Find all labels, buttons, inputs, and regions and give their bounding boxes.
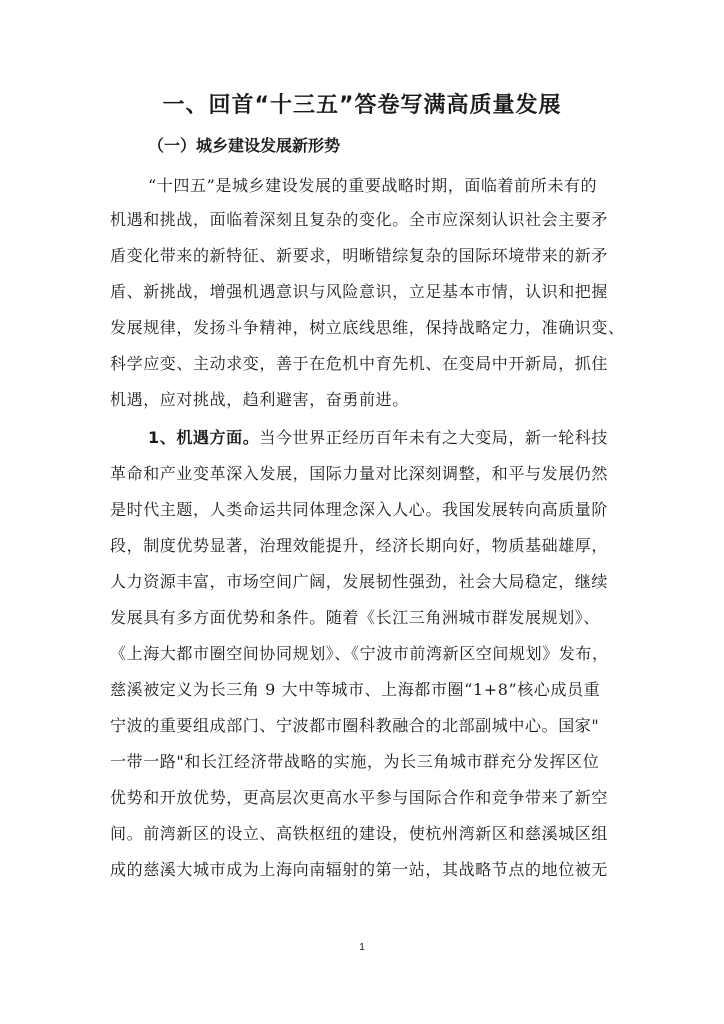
paragraph-line: 是时代主题，人类命运共同体理念深入人心。我国发展转向高质量阶: [110, 500, 609, 519]
paragraph-text: 当今世界正经历百年未有之大变局，新一轮科技: [259, 428, 608, 447]
paragraph-line: 一带一路"和长江经济带战略的实施，为长三角城市群充分发挥区位: [110, 752, 600, 771]
paragraph-line: 盾、新挑战，增强机遇意识与风险意识，立足基本市情，认识和把握: [110, 282, 609, 301]
paragraph-line: 间。前湾新区的设立、高铁枢纽的建设，使杭州湾新区和慈溪城区组: [110, 824, 609, 843]
paragraph-line: 成的慈溪大城市成为上海向南辐射的第一站，其战略节点的地位被无: [110, 860, 609, 879]
paragraph-line: 革命和产业变革深入发展，国际力量对比深刻调整，和平与发展仍然: [110, 464, 609, 483]
paragraph-line: 人力资源丰富，市场空间广阔，发展韧性强劲，社会大局稳定，继续: [110, 572, 609, 591]
paragraph-line: 慈溪被定义为长三角 9 大中等城市、上海都市圈“1+8”核心成员重: [110, 680, 601, 699]
page-title: 一、回首“十三五”答卷写满高质量发展: [162, 93, 562, 118]
section-heading: （一）城乡建设发展新形势: [148, 136, 341, 155]
paragraph-line: 机遇和挑战，面临着深刻且复杂的变化。全市应深刻认识社会主要矛: [110, 210, 609, 229]
paragraph-line: 科学应变、主动求变，善于在危机中育先机、在变局中开新局，抓住: [110, 354, 609, 373]
paragraph-line: 优势和开放优势，更高层次更高水平参与国际合作和竞争带来了新空: [110, 788, 609, 807]
paragraph-line: [148, 428, 608, 448]
paragraph-line: 机遇，应对挑战，趋利避害，奋勇前进。: [110, 390, 409, 409]
page-number: 1: [359, 942, 365, 953]
paragraph-lead: 1、机遇方面。: [148, 428, 260, 447]
paragraph-line: 段，制度优势显著，治理效能提升，经济长期向好，物质基础雄厚，: [110, 536, 609, 555]
paragraph-line: 盾变化带来的新特征、新要求，明晰错综复杂的国际环境带来的新矛: [110, 246, 609, 265]
paragraph-line: 《上海大都市圈空间协同规划》、《宁波市前湾新区空间规划》发布，: [110, 644, 609, 663]
paragraph-line: “十四五”是城乡建设发展的重要战略时期，面临着前所未有的: [148, 176, 598, 195]
paragraph-line: 发展具有多方面优势和条件。随着《长江三角洲城市群发展规划》、: [110, 608, 601, 627]
paragraph-line: 宁波的重要组成部门、宁波都市圈科教融合的北部副城中心。国家": [110, 716, 600, 735]
paragraph-line: 发展规律，发扬斗争精神，树立底线思维，保持战略定力，准确识变、: [110, 318, 625, 337]
